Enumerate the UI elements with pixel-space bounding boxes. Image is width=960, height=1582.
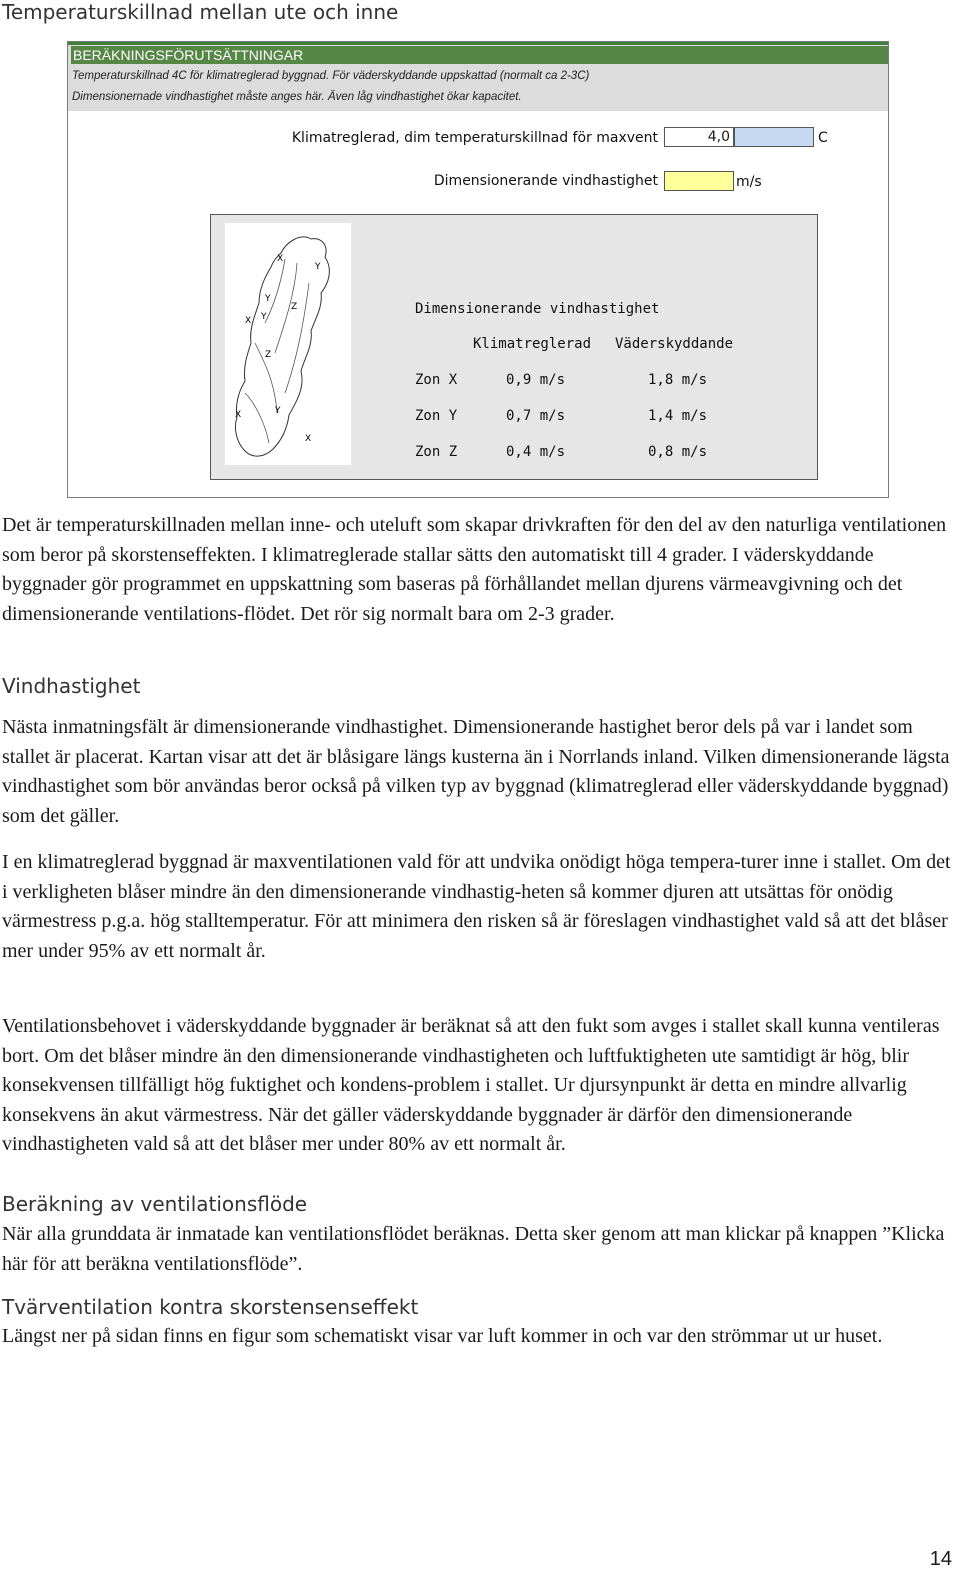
temp-unit: C	[818, 130, 828, 146]
map-label: Z	[291, 302, 298, 312]
map-label: Y	[275, 406, 281, 416]
map-label: X	[277, 254, 284, 264]
paragraph-wind-3: Ventilationsbehovet i väderskyddande byggnader är beräknat så att den fukt som avges i stallet skall kunna ventileras bort. Om det blåser mindre än den dimensionerande vindhastigheten och luftfuktigheten ute samtidigt är hög, blir konsekvensen tillfälligt hög fuktighet och kondens-problem i stallet. Ur djursynpunkt är detta en mindre allvarlig konsekvens än akut värmestress. När det gäller väderskyddande byggnader är därför den dimensionerande vindhastigheten vald så att det blåser mer under 80% av ett normalt år.	[2, 1015, 940, 1155]
map-label: Z	[265, 350, 272, 360]
section-heading-wind: Vindhastighet	[2, 674, 141, 698]
zone-label: Zon X	[415, 372, 458, 388]
paragraph-wind-2: I en klimatreglerad byggnad är maxventilationen vald för att undvika onödigt höga tempera-turer inne i stallet. Om det i verkligheten blåser mindre än den dimensionerande vindhastig-heten så kommer djuren att utsättas för onödig värmestress p.g.a. hög stalltemperatur. För att minimera den risken så är föreslagen vindhastighet vald så att det blåser mer under 95% av ett normalt år.	[2, 851, 951, 962]
temp-diff-input[interactable]: 4,0	[664, 127, 734, 147]
zone-label: Zon Z	[415, 444, 458, 460]
map-label: Y	[261, 312, 267, 322]
calc-note-1: Temperaturskillnad 4C för klimatreglerad byggnad. För väderskyddande uppskattad (normalt ca 2-3C)	[72, 70, 590, 82]
paragraph-cross: Längst ner på sidan finns en figur som schematiskt visar var luft kommer in och var den strömmar ut ur huset.	[2, 1325, 883, 1347]
temp-diff-label: Klimatreglerad, dim temperaturskillnad för maxvent	[291, 130, 658, 146]
map-label: X	[235, 410, 242, 420]
zone-klimat-value: 0,4 m/s	[506, 444, 566, 460]
temp-diff-indicator	[734, 127, 814, 147]
section-heading-cross: Tvärventilation kontra skorstensenseffekt	[2, 1295, 419, 1319]
map-label: X	[305, 434, 312, 444]
paragraph-temperature: Det är temperaturskillnaden mellan inne- och uteluft som skapar drivkraften för den del av den naturliga ventilationen som beror på skorstenseffekten. I klimatreglerade stallar sätts den automatiskt till 4 grader. I väderskyddande byggnader gör programmet en uppskattning som baseras på förhållandet mellan djurens värmeavgivning och det dimensionerande ventilations-flödet. Det rör sig normalt bara om 2-3 grader.	[2, 514, 947, 625]
page-number: 14	[929, 1548, 952, 1570]
wind-zone-panel	[210, 214, 818, 480]
zone-klimat-value: 0,9 m/s	[506, 372, 566, 388]
calc-note-2: Dimensionernade vindhastighet måste anges här. Även låg vindhastighet ökar kapacitet.	[72, 91, 522, 103]
zone-vader-value: 0,8 m/s	[648, 444, 708, 460]
map-label: X	[245, 316, 252, 326]
wind-table-title: Dimensionerande vindhastighet	[415, 301, 660, 317]
section-heading-calc: Beräkning av ventilationsflöde	[2, 1192, 308, 1216]
zone-vader-value: 1,4 m/s	[648, 408, 708, 424]
calc-title: BERÄKNINGSFÖRUTSÄTTNINGAR	[71, 46, 888, 64]
sweden-wind-zone-map	[225, 223, 351, 465]
map-label: Y	[315, 262, 321, 272]
zone-label: Zon Y	[415, 408, 458, 424]
zone-klimat-value: 0,7 m/s	[506, 408, 566, 424]
calc-header	[68, 42, 888, 111]
col-klimatreglerad: Klimatreglerad	[473, 336, 592, 352]
section-heading-temperature: Temperaturskillnad mellan ute och inne	[2, 0, 399, 24]
wind-speed-input[interactable]	[664, 171, 734, 191]
map-label: Y	[265, 294, 271, 304]
wind-speed-label: Dimensionerande vindhastighet	[433, 173, 658, 189]
paragraph-wind-1: Nästa inmatningsfält är dimensionerande vindhastighet. Dimensionerande hastighet beror dels på var i landet som stallet är placerat. Kartan visar att det är blåsigare längs kusterna än i Norrlands inland. Vilken dimensionerande lägsta vindhastighet som bör användas beror också på vilken typ av byggnad (klimatreglerad eller väderskyddande byggnad) som det gäller.	[2, 716, 950, 827]
col-vaderskyddande: Väderskyddande	[615, 336, 734, 352]
paragraph-calc: När alla grunddata är inmatade kan ventilationsflödet beräknas. Detta sker genom att man klickar på knappen ”Klicka här för att beräkna ventilationsflöde”.	[2, 1223, 945, 1275]
calculation-screenshot	[67, 41, 889, 498]
zone-vader-value: 1,8 m/s	[648, 372, 708, 388]
wind-unit: m/s	[736, 174, 762, 190]
